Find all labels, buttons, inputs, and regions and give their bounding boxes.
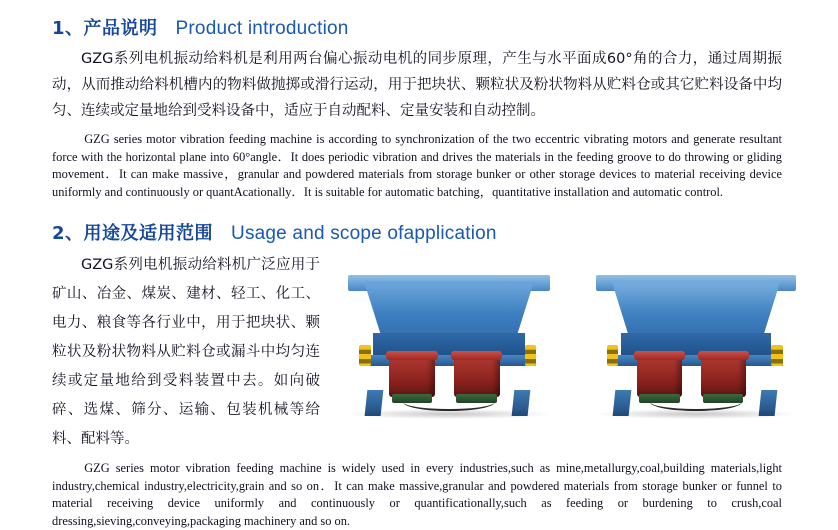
section-product-introduction bbox=[52, 14, 782, 201]
section2-text-column bbox=[52, 251, 320, 454]
motor-right bbox=[701, 355, 747, 397]
spring-right-icon bbox=[525, 345, 537, 366]
section2-body-en: GZG series motor vibration feeding machine is widely used in every industries,such as mine,metallurgy,coal,building materials,light industry,chemical industry,electricity,grain and so on．It can make massive,granular and powdered materials from storage bunker or funnel to material receiving device uniformly and continuously or quantificationally,such as feeding or burdening to crush,coal dressing,sieving,conveying,packaging machinery and so on. bbox=[52, 461, 782, 528]
section2-title-cn: 2、用途及适用范围 bbox=[52, 223, 214, 244]
motor-right bbox=[454, 355, 500, 397]
spring-left-icon bbox=[359, 345, 371, 366]
section1-body-en: GZG series motor vibration feeding machine is according to synchronization of the two eccentric vibrating motors and generate resultant force with the horizontal plane into 60°angle．It does periodic vibration and drives the materials in the feeding groove to do throwing or gliding movement．It can make massive，granular and powdered materials from storage bunker or other storage devices to material receiving device uniformly and continuously or quantAcationally．It is suitable for automatic batching，quantitative installation and automatic control. bbox=[52, 132, 782, 199]
power-cable bbox=[650, 393, 741, 411]
section-usage-scope bbox=[52, 219, 782, 530]
ground-shadow bbox=[596, 409, 797, 419]
motor-left bbox=[637, 355, 683, 397]
section2-content-columns bbox=[52, 251, 782, 454]
section1-title-cn: 1、产品说明 bbox=[52, 18, 158, 39]
section2-body-cn: GZG系列电机振动给料机广泛应用于矿山、冶金、煤炭、建材、轻工、化工、电力、粮食等各行业中，用于把块状、颗粒状及粉状物料从贮料仓或漏斗中均匀连续或定量地给到受料装置中去。如向破碎、选煤、筛分、运输、包装机械等给料、配料等。 bbox=[52, 257, 320, 447]
section2-heading bbox=[52, 219, 782, 245]
section2-image-column bbox=[328, 251, 810, 419]
motor-left bbox=[389, 355, 435, 397]
product-photo-left bbox=[334, 259, 564, 419]
vibration-feeder-illustration bbox=[334, 259, 564, 419]
product-photo-right bbox=[582, 259, 810, 419]
vibration-feeder-illustration bbox=[582, 259, 810, 419]
spring-left-icon bbox=[607, 345, 618, 366]
ground-shadow bbox=[348, 409, 550, 419]
power-cable bbox=[403, 393, 495, 411]
spring-right-icon bbox=[771, 345, 782, 366]
section1-heading bbox=[52, 14, 782, 40]
section1-title-en: Product introduction bbox=[175, 18, 349, 39]
section1-body-cn: GZG系列电机振动给料机是利用两台偏心振动电机的同步原理，产生与水平面成60°角的合力，通过周期振动，从而推动给料机槽内的物料做抛掷或滑行运动，用于把块状、颗粒状及粉状物料从贮料仓或其它贮料设备中均匀、连续或定量地给到受料设备中，适应于自动配料、定量安装和自动控制。 bbox=[52, 51, 782, 119]
section2-title-en: Usage and scope ofapplication bbox=[231, 223, 497, 244]
